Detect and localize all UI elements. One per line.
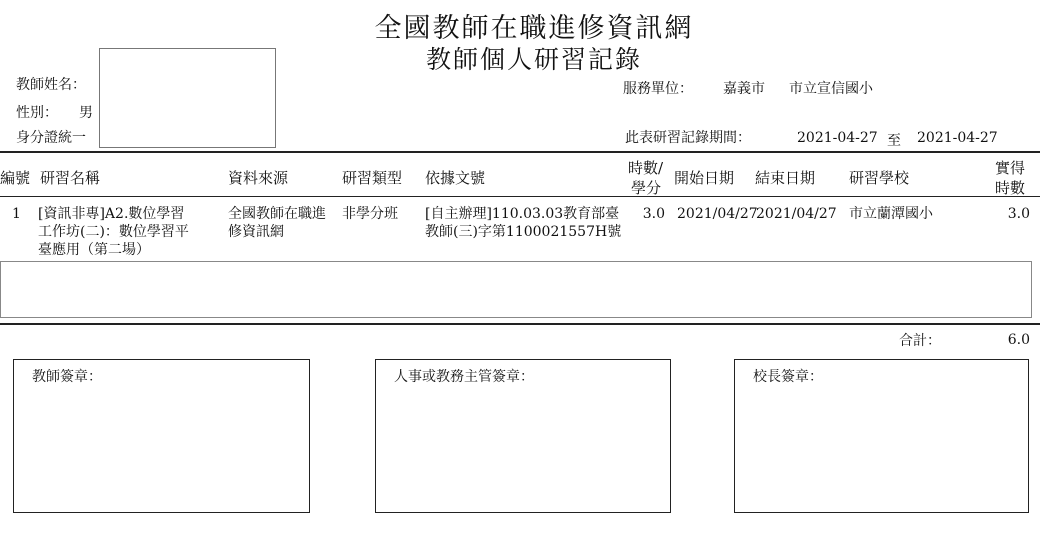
header-start: 開始日期 [674, 169, 735, 187]
service-city: 嘉義市 [723, 81, 765, 97]
teacher-signature-box [13, 359, 310, 513]
row-name-line1: [資訊非專]A2.數位學習 [38, 206, 185, 222]
teacher-signature-label: 教師簽章： [32, 369, 102, 385]
row-doc-line2: 教師(三)字第1100021557H號 [425, 224, 622, 240]
period-start: 2021-04-27 [797, 130, 878, 146]
row-hours: 3.0 [642, 206, 665, 222]
header-actual-line1: 實得 [995, 159, 1026, 177]
principal-signature-box [734, 359, 1029, 513]
table-top-rule [0, 151, 1040, 153]
service-school: 市立宣信國小 [789, 81, 873, 97]
row-school: 市立蘭潭國小 [849, 206, 933, 222]
row-end: 2021/04/27 [756, 206, 837, 222]
total-value: 6.0 [1007, 332, 1030, 348]
header-hours-line1: 時數/ [628, 159, 664, 177]
header-doc: 依據文號 [425, 169, 486, 187]
header-source: 資料來源 [228, 169, 289, 187]
teacher-name-label: 教師姓名： [16, 77, 86, 93]
page-title: 全國教師在職進修資訊網 [374, 13, 694, 44]
header-no: 編號 [0, 169, 31, 187]
period-end: 2021-04-27 [917, 130, 998, 146]
service-label: 服務單位： [623, 81, 693, 97]
total-label: 合計： [899, 333, 941, 349]
blank-row-box [0, 261, 1032, 318]
period-separator: 至 [887, 133, 901, 149]
header-rule [0, 196, 1040, 197]
row-name-line3: 臺應用（第二場） [38, 242, 150, 258]
row-no: 1 [12, 206, 21, 222]
row-source-line2: 修資訊網 [228, 224, 284, 240]
row-type: 非學分班 [342, 206, 398, 222]
row-actual: 3.0 [1007, 206, 1030, 222]
page-subtitle: 教師個人研習記錄 [425, 45, 642, 74]
table-bottom-rule [0, 323, 1040, 325]
row-start: 2021/04/27 [677, 206, 758, 222]
header-school: 研習學校 [849, 169, 910, 187]
hr-signature-box [375, 359, 671, 513]
gender-label: 性別： [16, 105, 58, 121]
row-doc-line1: [自主辦理]110.03.03教育部臺 [425, 206, 620, 222]
principal-signature-label: 校長簽章： [753, 369, 823, 385]
header-hours-line2: 學分 [631, 179, 662, 197]
gender-value: 男 [79, 105, 93, 121]
teacher-name-box [99, 48, 276, 148]
id-label: 身分證統一 [16, 130, 86, 146]
row-name-line2: 工作坊(二)：數位學習平 [38, 224, 189, 240]
hr-signature-label: 人事或教務主管簽章： [394, 369, 534, 385]
header-actual-line2: 時數 [995, 179, 1026, 197]
period-label: 此表研習記錄期間： [625, 130, 751, 146]
header-type: 研習類型 [342, 169, 403, 187]
row-source-line1: 全國教師在職進 [228, 206, 326, 222]
header-end: 結束日期 [755, 169, 816, 187]
header-name: 研習名稱 [40, 169, 101, 187]
